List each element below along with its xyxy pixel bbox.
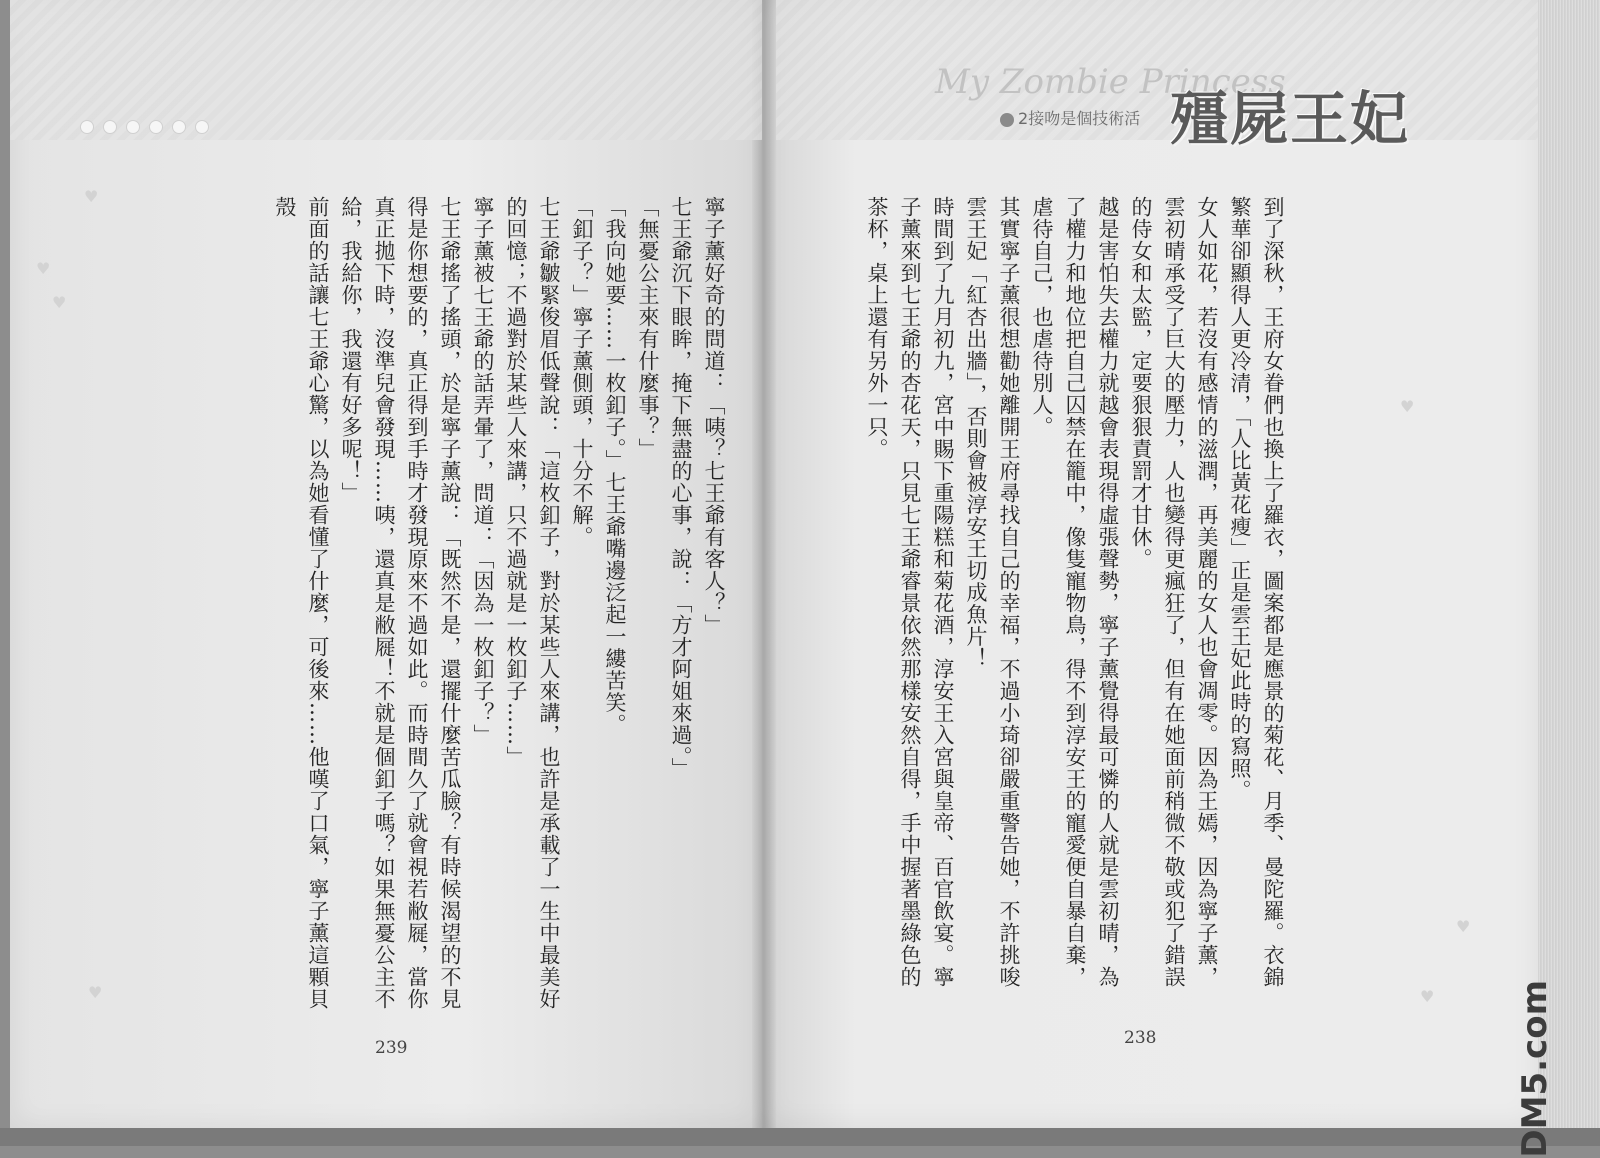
right-page-text xyxy=(860,196,1289,1006)
right-page-number: 238 xyxy=(1124,1028,1157,1048)
english-title: My Zombie Princess xyxy=(935,62,1286,102)
left-page-text xyxy=(268,196,730,1016)
heart-icon: ♥ xyxy=(1400,397,1415,416)
dot-icon xyxy=(103,120,117,134)
site-watermark: DM5.com xyxy=(1515,980,1555,1158)
heart-icon: ♥ xyxy=(84,187,99,206)
decorative-dots xyxy=(80,120,209,134)
subtitle xyxy=(1000,106,1140,129)
paragraph: 其實寧子薰很想勸她離開王府尋找自己的幸福，不過小琦卻嚴重警告她，不許挑唆雲王妃「紅杏出牆」，否則會被淳安王切成魚片！ xyxy=(964,196,1021,988)
dot-icon xyxy=(195,120,209,134)
dot-icon xyxy=(149,120,163,134)
paragraph: 寧子薰好奇的問道：「咦？七王爺有客人？」 xyxy=(702,196,726,636)
heart-icon: ♥ xyxy=(88,983,103,1002)
paragraph: 七王爺搖了搖頭，於是寧子薰說：「既然不是，還擺什麼苦瓜臉？有時候渴望的不見得是你想要的，真正得到手時才發現原來不過如此。而時間久了就會視若敝屣，當你真正拋下時，沒準兒會發現……咦，還真是敝屣！不就是個釦子嗎？如果無憂公主不給，我給你，我還有好多呢！」 xyxy=(339,196,462,1010)
dot-icon xyxy=(80,120,94,134)
heart-icon: ♥ xyxy=(1456,917,1471,936)
heart-icon xyxy=(1000,113,1014,127)
paragraph: 「釦子？」寧子薰側頭，十分不解。 xyxy=(570,196,594,548)
paragraph: 時間到了九月初九，宮中賜下重陽糕和菊花酒，淳安王入宮與皇帝、百官飲宴。寧子薰來到七王爺的杏花天，只見七王爺睿景依然那樣安然自得，手中握著墨綠色的茶杯，桌上還有另外一只。 xyxy=(865,196,955,988)
heart-icon: ♥ xyxy=(36,259,51,278)
page-edges xyxy=(1538,0,1600,1128)
paragraph: 寧子薰被七王爺的話弄暈了，問道：「因為一枚釦子？」 xyxy=(471,196,495,746)
series-title: 殭屍王妃 xyxy=(1170,85,1411,153)
dot-icon xyxy=(172,120,186,134)
paragraph: 「無憂公主來有什麼事？」 xyxy=(636,196,660,460)
paragraph: 七王爺沉下眼眸，掩下無盡的心事，說：「方才阿姐來過。」 xyxy=(669,196,693,780)
dot-icon xyxy=(126,120,140,134)
heart-icon: ♥ xyxy=(52,293,67,312)
heart-icon: ♥ xyxy=(1420,987,1435,1006)
paragraph: 前面的話讓七王爺心驚，以為她看懂了什麼，可後來……他嘆了口氣，寧子薰這顆貝殼 xyxy=(273,196,330,1010)
paragraph: 七王爺皺緊俊眉低聲說：「這枚釦子，對於某些人來講，也許是承載了一生中最美好的回憶；不過對於某些人來講，只不過就是一枚釦子……」 xyxy=(504,196,561,1010)
paragraph: 「我向她要……一枚釦子。」七王爺嘴邊泛起一縷苦笑。 xyxy=(603,196,627,736)
subtitle-text: 接吻是個技術活 xyxy=(1028,109,1141,128)
subtitle-number: 2 xyxy=(1018,109,1029,128)
left-page-number: 239 xyxy=(375,1038,408,1058)
bottom-shadow xyxy=(0,1128,1600,1146)
paragraph: 女人如花，若沒有感情的滋潤，再美麗的女人也會凋零。因為王嫣，因為寧子薰，雲初晴承受了巨大的壓力，人也變得更瘋狂了，但有在她面前稍微不敬或犯了錯誤的侍女和太監，定要狠狠責罰才甘休。 xyxy=(1129,196,1219,988)
book-gutter xyxy=(752,0,776,1128)
paragraph: 到了深秋，王府女眷們也換上了羅衣，圖案都是應景的菊花、月季、曼陀羅。衣錦繁華卻顯得人更冷清，「人比黃花瘦」正是雲王妃此時的寫照。 xyxy=(1228,196,1285,988)
paragraph: 越是害怕失去權力就越會表現得虛張聲勢，寧子薰覺得最可憐的人就是雲初晴，為了權力和地位把自己囚禁在籠中，像隻寵物鳥，得不到淳安王的寵愛便自暴自棄，虐待自己，也虐待別人。 xyxy=(1030,196,1120,988)
left-header-band xyxy=(10,0,762,140)
